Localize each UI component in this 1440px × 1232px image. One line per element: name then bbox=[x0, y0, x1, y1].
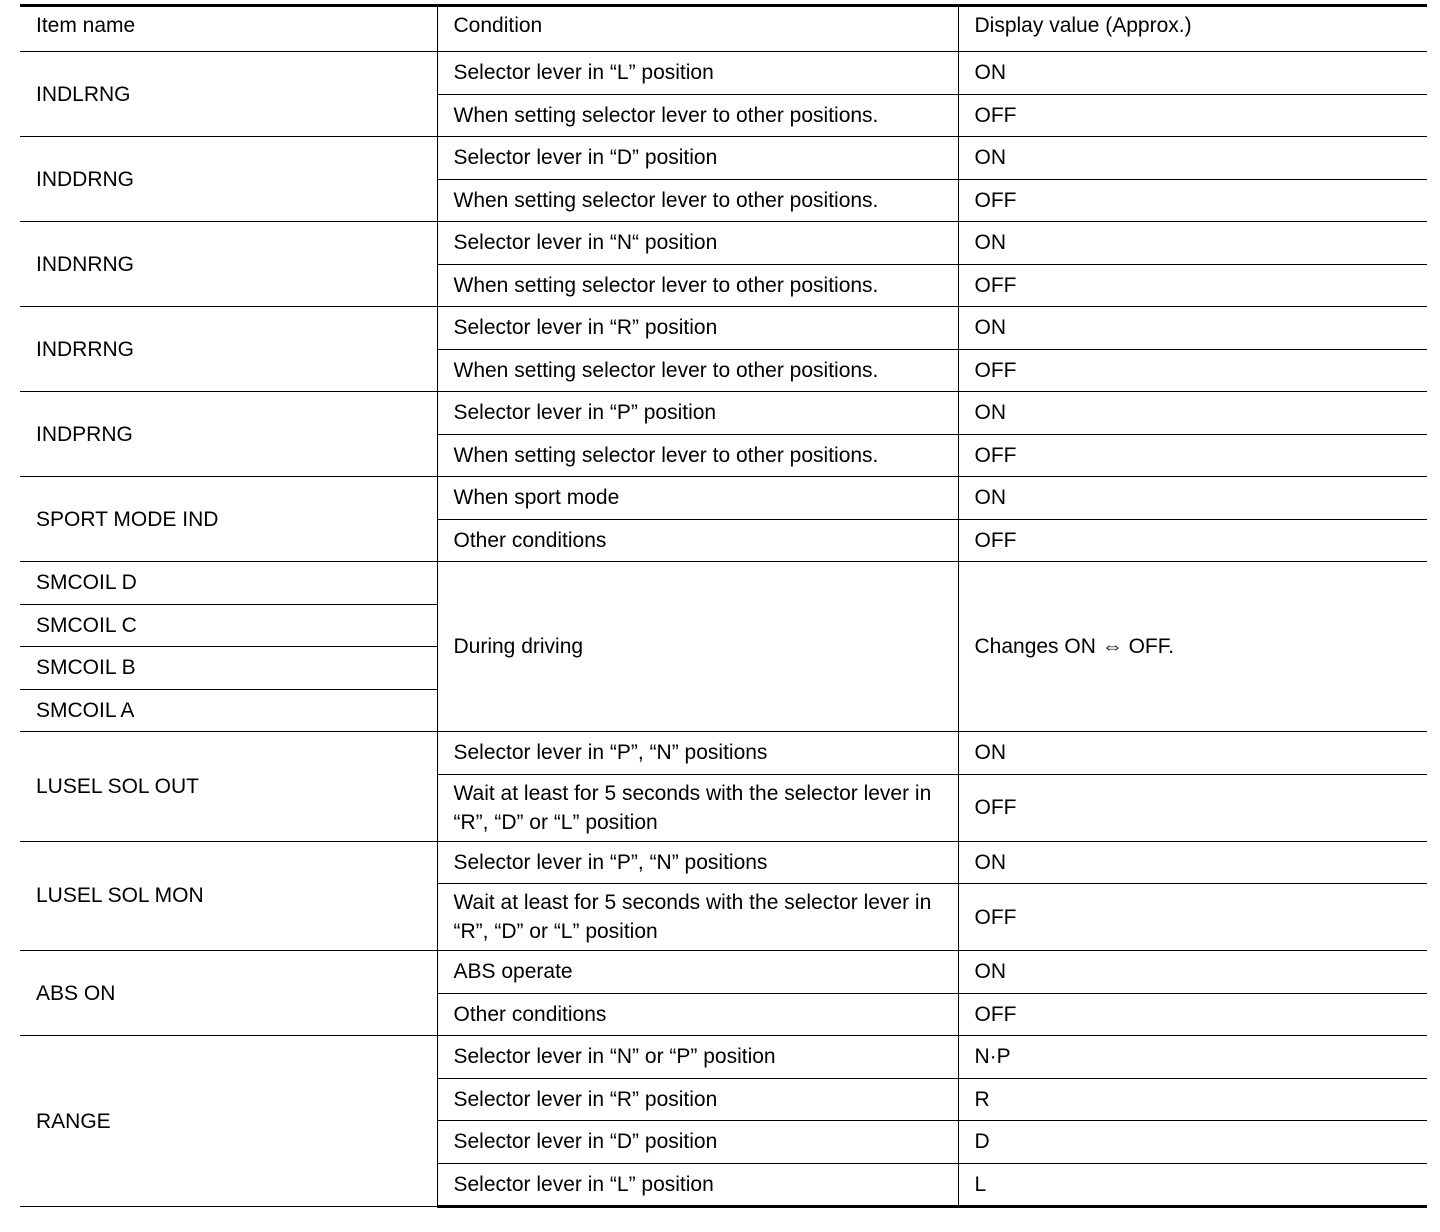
condition-cell: Selector lever in “P”, “N” positions bbox=[437, 732, 958, 775]
table-header-row bbox=[20, 6, 1427, 52]
condition-cell: Selector lever in “D” position bbox=[437, 137, 958, 180]
table-row bbox=[20, 951, 1427, 994]
value-cell: R bbox=[958, 1078, 1427, 1121]
item-name-smcoil-c: SMCOIL C bbox=[20, 604, 437, 647]
condition-cell: Selector lever in “L” position bbox=[437, 52, 958, 95]
table-row bbox=[20, 307, 1427, 350]
condition-cell: Selector lever in “P”, “N” positions bbox=[437, 841, 958, 884]
value-cell: ON bbox=[958, 477, 1427, 520]
value-cell: OFF bbox=[958, 774, 1427, 841]
item-name-lusel-sol-out: LUSEL SOL OUT bbox=[20, 732, 437, 842]
value-cell: ON bbox=[958, 222, 1427, 265]
value-cell: OFF bbox=[958, 264, 1427, 307]
value-cell: ON bbox=[958, 392, 1427, 435]
value-cell: Changes ON ⇔ OFF. bbox=[958, 562, 1427, 732]
condition-cell: Selector lever in “N“ position bbox=[437, 222, 958, 265]
value-cell: OFF bbox=[958, 993, 1427, 1036]
condition-cell: When sport mode bbox=[437, 477, 958, 520]
condition-cell bbox=[437, 884, 958, 951]
condition-cell: When setting selector lever to other positions. bbox=[437, 264, 958, 307]
value-cell: ON bbox=[958, 137, 1427, 180]
table-row bbox=[20, 392, 1427, 435]
table-row bbox=[20, 1036, 1427, 1079]
condition-cell: Selector lever in “P” position bbox=[437, 392, 958, 435]
condition-cell: Selector lever in “R” position bbox=[437, 1078, 958, 1121]
condition-text: Wait at least for 5 seconds with the selector lever in “R”, “D” or “L” position bbox=[453, 781, 932, 834]
table-row bbox=[20, 732, 1427, 775]
condition-text: Wait at least for 5 seconds with the selector lever in “R”, “D” or “L” position bbox=[453, 891, 932, 943]
item-name-indprng: INDPRNG bbox=[20, 392, 437, 477]
item-name-lusel-sol-mon: LUSEL SOL MON bbox=[20, 841, 437, 951]
header-item-name: Item name bbox=[20, 6, 437, 52]
value-cell: OFF bbox=[958, 349, 1427, 392]
monitor-item-table bbox=[20, 4, 1427, 1208]
item-name-indlrng: INDLRNG bbox=[20, 52, 437, 137]
condition-cell: Selector lever in “N” or “P” position bbox=[437, 1036, 958, 1079]
table-row bbox=[20, 841, 1427, 884]
condition-cell: Selector lever in “L” position bbox=[437, 1163, 958, 1207]
value-cell: ON bbox=[958, 52, 1427, 95]
value-cell: ON bbox=[958, 732, 1427, 775]
item-name-range: RANGE bbox=[20, 1036, 437, 1207]
value-cell: N·P bbox=[958, 1036, 1427, 1079]
item-name-sport-mode-ind: SPORT MODE IND bbox=[20, 477, 437, 562]
table-row bbox=[20, 562, 1427, 605]
header-condition: Condition bbox=[437, 6, 958, 52]
value-cell: ON bbox=[958, 307, 1427, 350]
condition-cell: Other conditions bbox=[437, 519, 958, 562]
header-display-value: Display value (Approx.) bbox=[958, 6, 1427, 52]
item-name-inddrng: INDDRNG bbox=[20, 137, 437, 222]
condition-cell bbox=[437, 774, 958, 841]
condition-cell: When setting selector lever to other positions. bbox=[437, 349, 958, 392]
value-cell: ON bbox=[958, 841, 1427, 884]
table-row bbox=[20, 52, 1427, 95]
value-cell: OFF bbox=[958, 434, 1427, 477]
condition-cell: ABS operate bbox=[437, 951, 958, 994]
value-cell: D bbox=[958, 1121, 1427, 1164]
value-cell: ON bbox=[958, 951, 1427, 994]
item-name-indrrng: INDRRNG bbox=[20, 307, 437, 392]
item-name-abs-on: ABS ON bbox=[20, 951, 437, 1036]
item-name-smcoil-d: SMCOIL D bbox=[20, 562, 437, 605]
condition-cell: Other conditions bbox=[437, 993, 958, 1036]
condition-cell: Selector lever in “R” position bbox=[437, 307, 958, 350]
item-name-indnrng: INDNRNG bbox=[20, 222, 437, 307]
condition-cell: During driving bbox=[437, 562, 958, 732]
condition-cell: Selector lever in “D” position bbox=[437, 1121, 958, 1164]
item-name-smcoil-b: SMCOIL B bbox=[20, 647, 437, 690]
condition-cell: When setting selector lever to other positions. bbox=[437, 434, 958, 477]
table-row bbox=[20, 137, 1427, 180]
value-cell: OFF bbox=[958, 884, 1427, 951]
condition-cell: When setting selector lever to other positions. bbox=[437, 179, 958, 222]
value-cell: L bbox=[958, 1163, 1427, 1207]
value-cell: OFF bbox=[958, 519, 1427, 562]
value-cell: OFF bbox=[958, 179, 1427, 222]
item-name-smcoil-a: SMCOIL A bbox=[20, 689, 437, 732]
value-cell: OFF bbox=[958, 94, 1427, 137]
table-row bbox=[20, 477, 1427, 520]
condition-cell: When setting selector lever to other positions. bbox=[437, 94, 958, 137]
table-row bbox=[20, 222, 1427, 265]
